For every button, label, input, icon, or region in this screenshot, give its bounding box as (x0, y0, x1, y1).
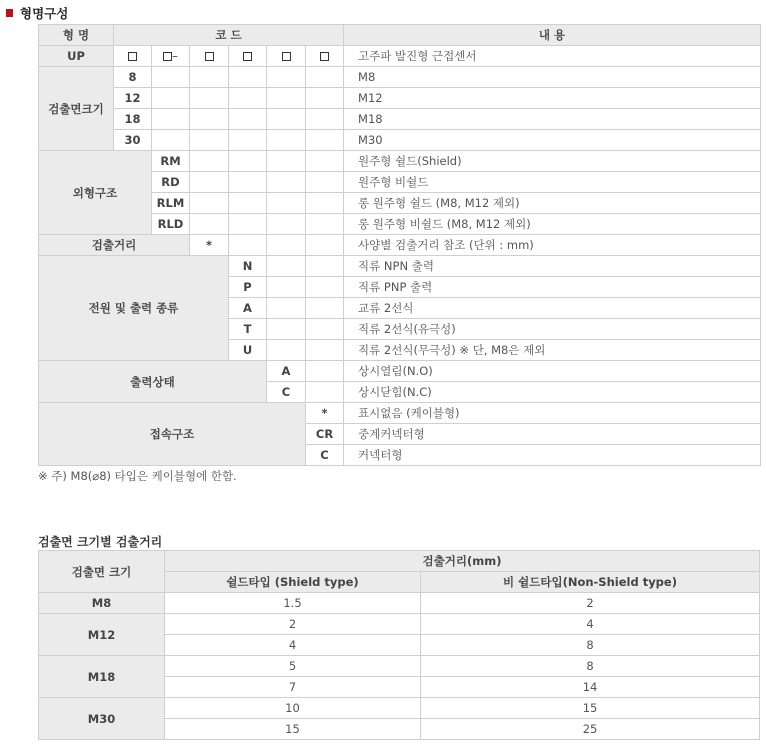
detection-distance-table (38, 550, 760, 740)
output-desc: 상시닫힘(N.C) (344, 382, 761, 403)
red-square-bullet-icon (6, 9, 13, 17)
section-title-text: 형명구성 (20, 6, 69, 21)
header-nonshield: 비 쉴드타입(Non-Shield type) (421, 572, 760, 593)
size-desc: M30 (344, 130, 761, 151)
table-row (39, 593, 760, 614)
nonshield-cell: 15 (421, 698, 760, 719)
power-label: 전원 및 출력 종류 (39, 256, 229, 361)
size-code: 8 (114, 67, 152, 88)
distance-label: 검출거리 (39, 235, 190, 256)
code-slot-3 (190, 46, 229, 67)
size-desc: M8 (344, 67, 761, 88)
distance-code: * (190, 235, 229, 256)
size-row (39, 88, 761, 109)
box-icon (128, 52, 137, 61)
connect-desc: 표시없음 (케이블형) (344, 403, 761, 424)
header-row (39, 551, 760, 572)
power-code: P (229, 277, 267, 298)
header-size: 검출면 크기 (39, 551, 165, 593)
footnote: ※ 주) M8(⌀8) 타입은 케이블형에 한함. (38, 469, 237, 483)
power-desc: 교류 2선식 (344, 298, 761, 319)
header-shield: 쉴드타입 (Shield type) (165, 572, 421, 593)
output-code: C (267, 382, 306, 403)
shield-cell: 7 (165, 677, 421, 698)
output-label: 출력상태 (39, 361, 267, 403)
size-code: 18 (114, 109, 152, 130)
size-cell: M8 (39, 593, 165, 614)
shape-label: 외형구조 (39, 151, 152, 235)
model-composition-table (38, 24, 761, 466)
connect-code: C (306, 445, 344, 466)
header-model: 형 명 (39, 25, 114, 46)
nonshield-cell: 4 (421, 614, 760, 635)
output-desc: 상시열림(N.O) (344, 361, 761, 382)
nonshield-cell: 25 (421, 719, 760, 740)
power-code: N (229, 256, 267, 277)
connect-label: 접속구조 (39, 403, 306, 466)
shape-desc: 원주형 쉴드(Shield) (344, 151, 761, 172)
size-cell: M18 (39, 656, 165, 698)
shape-desc: 롱 원주형 비쉴드 (M8, M12 제외) (344, 214, 761, 235)
power-row (39, 256, 761, 277)
power-desc: 직류 2선식(무극성) ※ 단, M8은 제외 (344, 340, 761, 361)
nonshield-cell: 14 (421, 677, 760, 698)
shape-row (39, 151, 761, 172)
nonshield-cell: 8 (421, 656, 760, 677)
connect-desc: 커넥터형 (344, 445, 761, 466)
header-content: 내 용 (344, 25, 761, 46)
distance-desc: 사양별 검출거리 참조 (단위 : mm) (344, 235, 761, 256)
connect-desc: 중계커넥터형 (344, 424, 761, 445)
header-code: 코 드 (114, 25, 344, 46)
size-desc: M18 (344, 109, 761, 130)
connect-code: CR (306, 424, 344, 445)
shape-desc: 롱 원주형 쉴드 (M8, M12 제외) (344, 193, 761, 214)
shield-cell: 10 (165, 698, 421, 719)
size-row (39, 67, 761, 88)
shape-desc: 원주형 비쉴드 (344, 172, 761, 193)
output-code: A (267, 361, 306, 382)
header-row (39, 25, 761, 46)
power-desc: 직류 NPN 출력 (344, 256, 761, 277)
size-code: 30 (114, 130, 152, 151)
box-icon (205, 52, 214, 61)
header-distance: 검출거리(mm) (165, 551, 760, 572)
size-cell: M12 (39, 614, 165, 656)
output-row (39, 361, 761, 382)
table-row (39, 698, 760, 719)
shield-cell: 2 (165, 614, 421, 635)
size-row (39, 109, 761, 130)
shield-cell: 4 (165, 635, 421, 656)
nonshield-cell: 2 (421, 593, 760, 614)
connect-code: * (306, 403, 344, 424)
code-slot-5 (267, 46, 306, 67)
size-label: 검출면크기 (39, 67, 114, 151)
size-cell: M30 (39, 698, 165, 740)
box-icon (163, 52, 172, 61)
size-code: 12 (114, 88, 152, 109)
power-desc: 직류 2선식(유극성) (344, 319, 761, 340)
section-title (6, 4, 68, 22)
nonshield-cell: 8 (421, 635, 760, 656)
power-code: T (229, 319, 267, 340)
power-desc: 직류 PNP 출력 (344, 277, 761, 298)
shape-code: RLD (152, 214, 190, 235)
box-icon (282, 52, 291, 61)
code-slot-6 (306, 46, 344, 67)
shield-cell: 15 (165, 719, 421, 740)
size-desc: M12 (344, 88, 761, 109)
dash-suffix: – (172, 49, 178, 63)
up-label: UP (39, 46, 114, 67)
box-icon (243, 52, 252, 61)
shape-code: RM (152, 151, 190, 172)
shield-cell: 1.5 (165, 593, 421, 614)
shape-code: RD (152, 172, 190, 193)
power-code: A (229, 298, 267, 319)
shield-cell: 5 (165, 656, 421, 677)
subsection-title: 검출면 크기별 검출거리 (38, 535, 163, 549)
power-code: U (229, 340, 267, 361)
distance-row (39, 235, 761, 256)
up-desc: 고주파 발진형 근접센서 (344, 46, 761, 67)
table-row (39, 656, 760, 677)
code-slot-4 (229, 46, 267, 67)
shape-code: RLM (152, 193, 190, 214)
box-icon (320, 52, 329, 61)
up-row (39, 46, 761, 67)
code-slot-1 (114, 46, 152, 67)
table-row (39, 614, 760, 635)
size-row (39, 130, 761, 151)
connect-row (39, 403, 761, 424)
code-slot-2 (152, 46, 190, 67)
